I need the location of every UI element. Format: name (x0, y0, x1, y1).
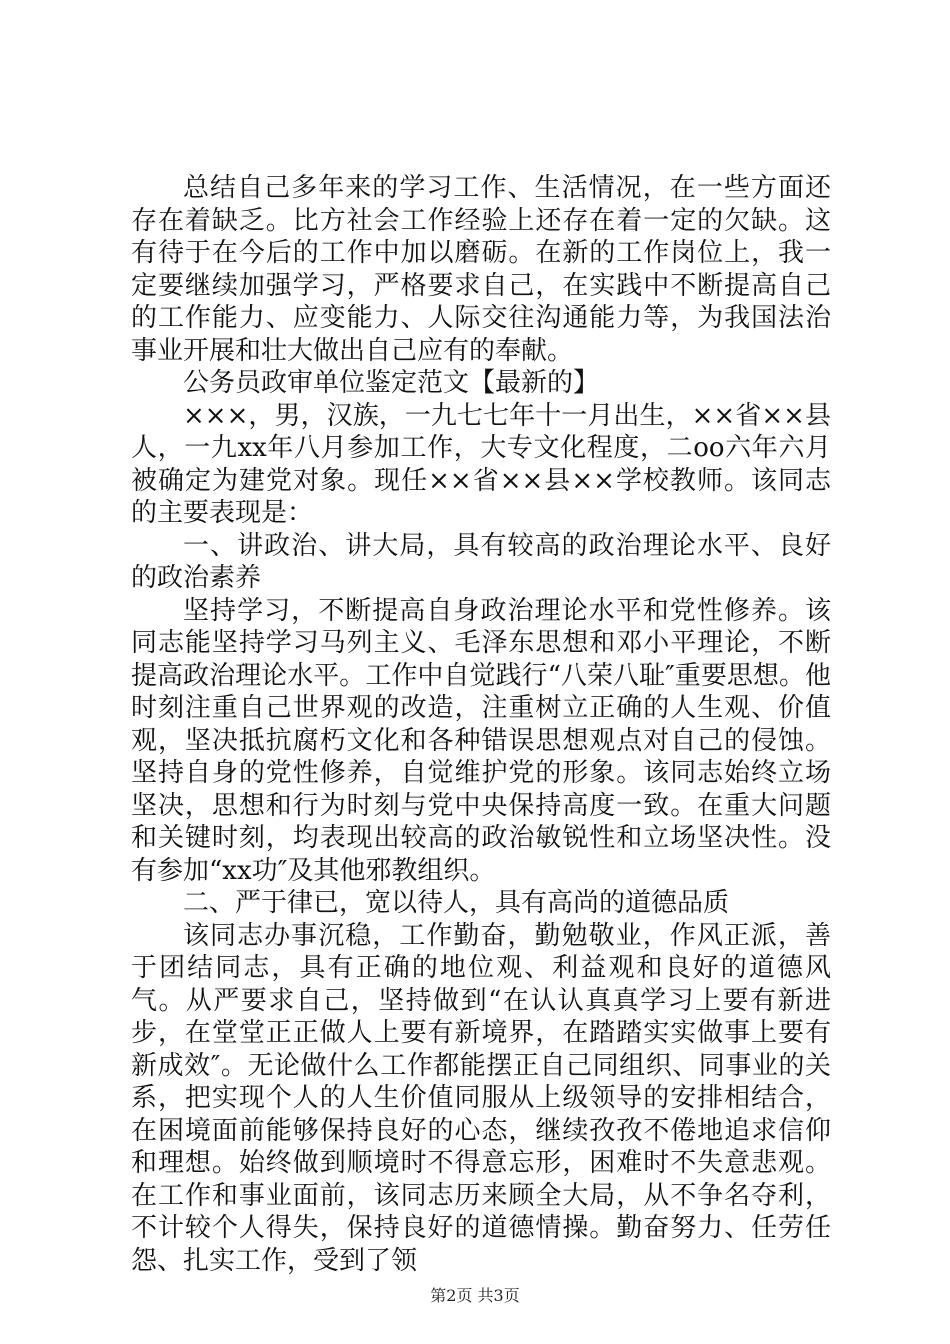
paragraph-heading-politics: 一、讲政治、讲大局，具有较高的政治理论水平、良好的政治素养 (131, 530, 831, 593)
paragraph-morality-details: 该同志办事沉稳，工作勤奋，勤勉敬业，作风正派，善于团结同志，具有正确的地位观、利益观和良好的道德风气。从严要求自己，坚持做到“在认认真真学习上要有新进步，在堂堂正正做人上要有新境界，在踏踏实实做事上要有新成效″。无论做什么工作都能摆正自己同组织、同事业的关系，把实现个人的人生价值同服从上级领导的安排相结合，在困境面前能够保持良好的心态，继续孜孜不倦地追求信仰和理想。始终做到顺境时不得意忘形，困难时不失意悲观。在工作和事业面前，该同志历来顾全大局，从不争名夺利，不计较个人得失，保持良好的道德情操。勤奋努力、任劳任怨、扎实工作，受到了领 (131, 920, 831, 1276)
paragraph-personal-info: ×××，男，汉族，一九七七年十一月出生，××省××县人，一九xx年八月参加工作，大专文化程度，二oo六年六月被确定为建党对象。现任××省××县××学校教师。该同志的主要表现是： (131, 400, 831, 528)
paragraph-self-summary: 总结自己多年来的学习工作、生活情况，在一些方面还存在着缺乏。比方社会工作经验上还存在着一定的欠缺。这有待于在今后的工作中加以磨砺。在新的工作岗位上，我一定要继续加强学习，严格要求自己，在实践中不断提高自己的工作能力、应变能力、人际交往沟通能力等，为我国法治事业开展和壮大做出自己应有的奉献。 (131, 173, 831, 366)
page-number-footer: 第2页 共3页 (430, 1286, 520, 1305)
paragraph-heading-morality: 二、严于律已，宽以待人，具有高尚的道德品质 (183, 888, 730, 918)
paragraph-section-title: 公务员政审单位鉴定范文【最新的】 (183, 368, 600, 398)
paragraph-politics-details: 坚持学习，不断提高自身政治理论水平和党性修养。该同志能坚持学习马列主义、毛泽东思想和邓小平理论，不断提高政治理论水平。工作中自觉践行“八荣八耻″重要思想。他时刻注重自己世界观的改造，注重树立正确的人生观、价值观，坚决抵抗腐朽文化和各种错误思想观点对自己的侵蚀。坚持自身的党性修养，自觉维护党的形象。该同志始终立场坚决，思想和行为时刻与党中央保持高度一致。在重大问题和关键时刻，均表现出较高的政治敏锐性和立场坚决性。没有参加“xx功″及其他邪教组织。 (131, 595, 831, 886)
document-body (131, 172, 831, 1277)
